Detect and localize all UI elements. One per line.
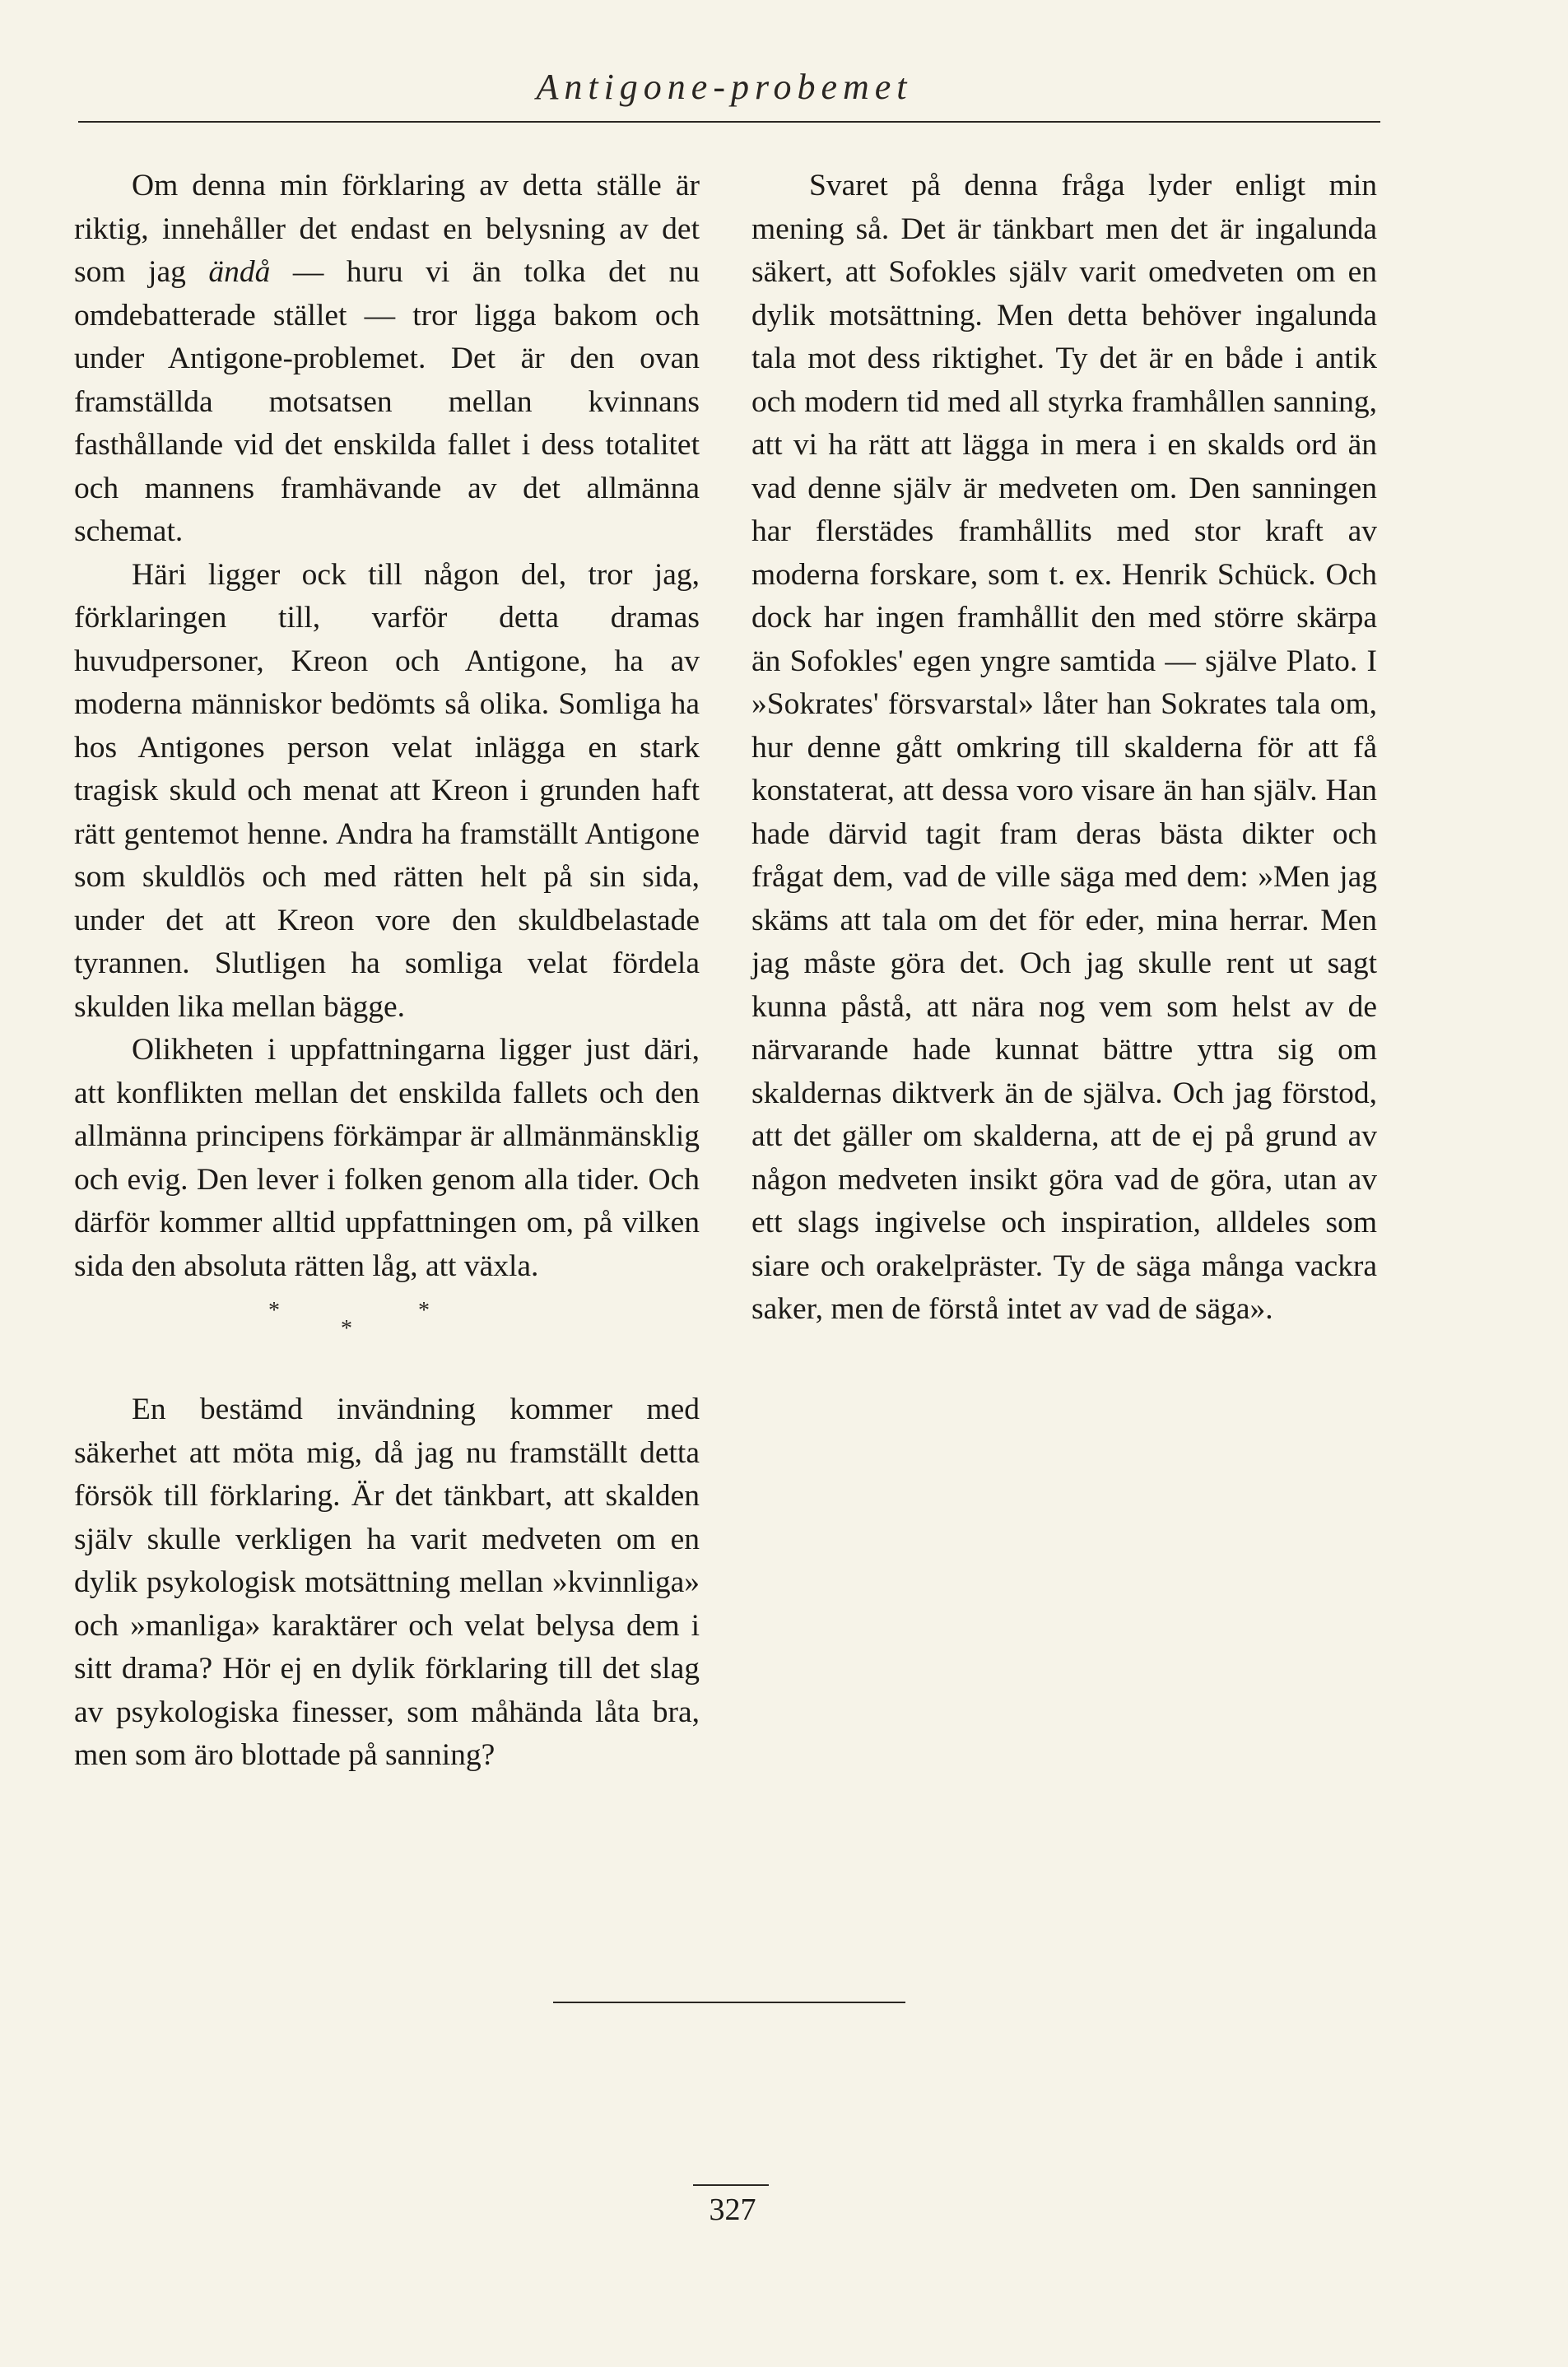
page-number: 327 <box>709 2193 756 2227</box>
asterisk: * <box>418 1298 430 1323</box>
section-break-asterism <box>74 1288 700 1374</box>
left-column <box>74 165 700 1778</box>
paragraph: En bestämd invändning kommer med säkerhet att möta mig, då jag nu framställt detta försök till förklaring. Är det tänkbart, att skalden själv skulle verkligen ha varit medveten om en dylik psykologisk motsättning mellan »kvinnliga» och »manliga» karaktärer och velat belysa dem i sitt drama? Hör ej en dylik förklaring till det slag av psykologiska finesser, som måhända låta bra, men som äro blottade på sanning? <box>74 1393 700 1772</box>
page-number-rule <box>693 2184 769 2186</box>
paragraph: Häri ligger ock till någon del, tror jag, förklaringen till, varför detta dramas huvudpersoner, Kreon och Antigone, ha av moderna människor bedömts så olika. Somliga ha hos Antigones person velat inlägga en stark tragisk skuld och menat att Kreon i grunden haft rätt gentemot henne. Andra ha framställt Antigone som skuldlös och med rätten helt på sin sida, under det att Kreon vore den skuldbelastade tyrannen. Slutligen ha somliga velat fördela skulden lika mellan bägge. <box>74 557 700 1024</box>
article-end-rule <box>553 2002 905 2003</box>
asterisk: * <box>341 1316 352 1342</box>
asterisk: * <box>268 1298 280 1323</box>
right-column <box>751 165 1377 1332</box>
header-rule <box>78 121 1380 123</box>
paragraph: Om denna min förklaring av detta ställe är riktig, innehåller det endast en belysning av det som jag ändå — huru vi än tolka det nu omdebatterade stället — tror ligga bakom och under Antigone-problemet. Det är den ovan framställda motsatsen mellan kvinnans fasthållande vid det enskilda fallet i dess totalitet och mannens framhävande av det allmänna schemat. <box>74 169 700 548</box>
paragraph: Svaret på denna fråga lyder enligt min mening så. Det är tänkbart men det är ingalunda säkert, att Sofokles själv varit omedveten om en dylik motsättning. Men detta behöver ingalunda tala mot dess riktighet. Ty det är en både i antik och modern tid med all styrka framhållen sanning, att vi ha rätt att lägga in mera i en skalds ord än vad denne själv är medveten om. Den sanningen har flerstädes framhållits med stor kraft av moderna forskare, som t. ex. Henrik Schück. Och dock har ingen framhållit den med större skärpa än Sofokles' egen yngre samtida — själve Plato. I »Sokrates' försvarstal» låter han Sokrates tala om, hur denne gått omkring till skalderna för att få konstaterat, att dessa voro visare än han själv. Han hade därvid tagit fram deras bästa dikter och frågat dem, vad de ville säga med dem: »Men jag skäms att tala om det för eder, mina herrar. Men jag måste göra det. Och jag skulle rent ut sagt kunna påstå, att nära nog vem som helst av de närvarande hade kunnat bättre yttra sig om skaldernas diktverk än de själva. Och jag förstod, att det gäller om skalderna, att de ej på grund av någon medveten insikt göra vad de göra, utan av ett slags ingivelse och inspiration, alldeles som siare och orakelpräster. Ty de säga många vackra saker, men de förstå intet av vad de säga». <box>751 169 1377 1326</box>
paragraph: Olikheten i uppfattningarna ligger just däri, att konflikten mellan det enskilda fallets och den allmänna principens förkämpar är allmänmänsklig och evig. Den lever i folken genom alla tider. Och därför kommer alltid uppfattningen om, på vilken sida den absoluta rätten låg, att växla. <box>74 1033 700 1283</box>
running-title: Antigone-probemet <box>536 67 913 107</box>
